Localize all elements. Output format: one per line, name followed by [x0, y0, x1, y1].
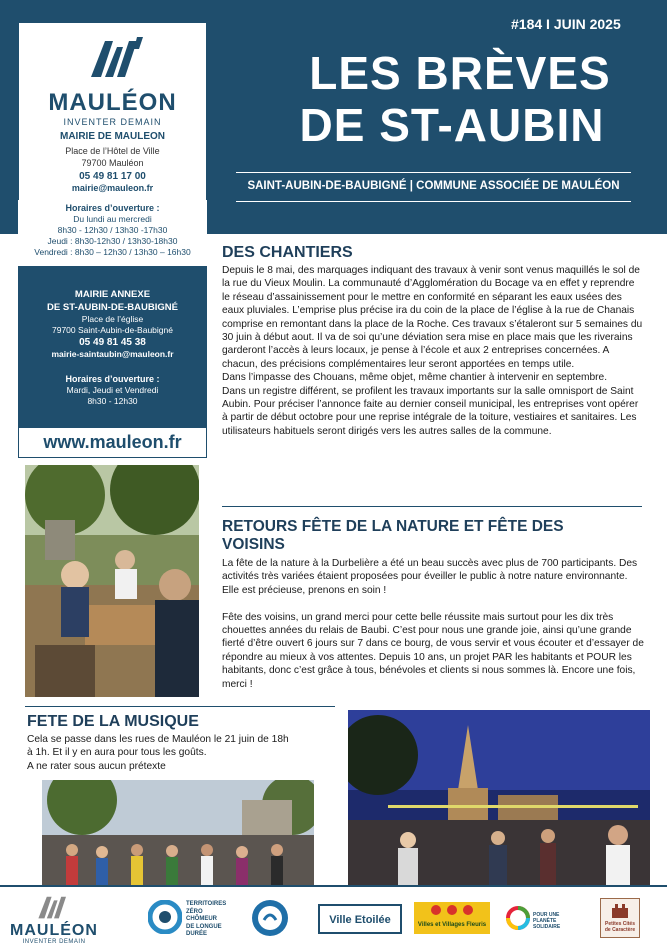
photo-fete-voisins	[348, 710, 650, 885]
annex-title-line2: DE ST-AUBIN-DE-BAUBIGNÉ	[47, 302, 178, 313]
annex-hours-line: Mardi, Jeudi et Vendredi	[66, 385, 159, 395]
annex-phone: 05 49 81 45 38	[79, 337, 146, 348]
divider	[236, 172, 631, 173]
photo-fete-nature	[25, 465, 199, 697]
tzc-logo-icon	[148, 900, 182, 934]
photo-voisins-image	[348, 710, 650, 885]
issue-number: #184 I JUIN 2025	[511, 16, 621, 32]
flowers-icon	[430, 904, 474, 916]
logo-tagline: INVENTER DEMAIN	[63, 117, 162, 127]
spacer	[222, 597, 644, 610]
paragraph: Dans un registre différent, se profilent les travaux importants sur la salle omnisport de Saint Aubin. Pour préciser l’annonce faite au dernier conseil municipal, les entreprises vont opérer à partir de début octobre pour une reprise intégrale de la toiture, vestiaires et sanitaires. Les utilisateurs habituels seront dirigés vers les autres salles de la commune.	[222, 385, 639, 437]
photo-fete-musique	[42, 780, 314, 885]
odd-label: POUR UNE PLANÈTE SOLIDAIRE	[533, 912, 561, 930]
article-body-fete-nature	[222, 557, 644, 691]
tzc-line: TERRITOIRES	[186, 901, 227, 907]
annex-hours-line: 8h30 - 12h30	[87, 396, 138, 406]
annex-hours-title: Horaires d’ouverture :	[65, 374, 160, 384]
paragraph-line: A ne rater sous aucun prétexte	[27, 760, 166, 772]
footer-divider	[0, 885, 667, 887]
annex-email[interactable]: mairie-saintaubin@mauleon.fr	[51, 349, 174, 359]
tzc-line: ZÉRO CHÔMEUR	[186, 908, 217, 922]
paragraph: Depuis le 8 mai, des marquages indiquant des travaux à venir sont venus maquillés le sol de la rue du Vieux Moulin. La communauté d’Agglomération du Bocage va en effet y reprendre le réseau d’assainissement pour le mettre en conformité en séparant les eaux usées des eaux pluviales. L’emprise plus précise ira du coin de la place de l’église à la rue de Chanais comprise en remontant dans la place de la Roche. Ces travaux s’étaleront sur 5 semaines du 30 juin à début aout. Il va de soi qu’une déviation sera mise en place mais que les riverains garderont l’accès à leurs locaux, je pense à l’école et aux 2 entreprises concernées. A chacun, des précisions complémentaires leur seront apportées en temps utile.	[222, 265, 643, 370]
badge-petites-cites	[600, 898, 640, 938]
mairie-hours	[18, 200, 207, 266]
page-title-line1: LES BRÈVES	[309, 47, 611, 99]
annex-address-line2: 79700 Saint-Aubin-de-Baubigné	[52, 325, 173, 335]
petites-cites-label: Petites Cités de Caractère	[604, 921, 636, 933]
hours-title: Horaires d’ouverture :	[65, 203, 160, 213]
footer-logo	[8, 890, 100, 945]
mairie-phone: 05 49 81 17 00	[79, 171, 146, 182]
photo-nature-image	[25, 465, 199, 697]
mairie-address-line1: Place de l’Hôtel de Ville	[65, 146, 160, 156]
sidebar-logo-card	[18, 22, 207, 229]
article-title-chantiers: DES CHANTIERS	[222, 244, 353, 261]
page-subtitle: SAINT-AUBIN-DE-BAUBIGNÉ | COMMUNE ASSOCIÉE DE MAULÉON	[247, 180, 620, 192]
annex-address-line1: Place de l’église	[81, 314, 144, 324]
mauleon-logo-icon	[36, 892, 72, 922]
badge-villes-fleuris	[414, 898, 490, 938]
divider	[222, 506, 642, 507]
footer-logo-word: MAULÉON	[10, 922, 98, 939]
annex-title-line1: MAIRIE ANNEXE	[74, 289, 151, 300]
hours-line: 8h30 - 12h30 / 13h30 -17h30	[57, 225, 168, 235]
sdg-wheel-icon	[506, 906, 530, 930]
badge-federation	[250, 898, 294, 938]
tzc-line: DE LONGUE	[186, 923, 222, 930]
article-title-fete-nature-line1: RETOURS FÊTE DE LA NATURE ET FÊTE DES	[222, 518, 564, 535]
logo-word: MAULÉON	[48, 89, 177, 116]
article-body-musique	[27, 733, 327, 773]
mairie-annexe	[18, 268, 207, 407]
divider	[25, 706, 335, 707]
villes-fleuris-label: Villes et Villages Fleuris	[417, 922, 487, 928]
website-link[interactable]: www.mauleon.fr	[18, 427, 207, 458]
ville-etoilee-label: Ville Etoilée	[329, 914, 391, 926]
hours-line: Vendredi : 8h30 – 12h30 / 13h30 – 16h30	[34, 247, 191, 257]
photo-musique-image	[42, 780, 314, 885]
badge-ville-etoilee	[318, 898, 402, 938]
castle-icon	[610, 902, 630, 918]
page-title-line2: DE ST-AUBIN	[299, 99, 605, 151]
hours-line: Du lundi au mercredi	[73, 214, 152, 224]
mairie-address-line2: 79700 Mauléon	[81, 158, 144, 168]
paragraph: La fête de la nature à la Durbelière a été un beau succès avec plus de 700 participants. Des activités très variées étaient proposées pour éveiller le public à notre nature environnante. Elle est précieuse, prenons en soin !	[222, 558, 638, 596]
tzc-line: DURÉE	[186, 931, 208, 937]
footer-logo-tagline: INVENTER DEMAIN	[22, 939, 86, 945]
paragraph: Fête des voisins, un grand merci pour cette belle réussite mais surtout pour les dix très chouettes années du relais de Baubi. C’est pour nous une grande joie, ainsi qu’une grande fierté d’être ouvert 6 jours sur 7 dans ce bourg, de vous servir et vous écouter et d’essayer de répondre au mieux à vos attentes. Depuis 10 ans, un projet PAR les habitants et POUR les habitants, donc c’est grâce à tous, bénévoles et clients si nous sommes là. Encore une fois, merci !	[222, 611, 644, 690]
tzc-text	[186, 901, 228, 939]
mauleon-logo-icon	[87, 33, 147, 83]
mairie-name: MAIRIE DE MAULEON	[60, 131, 165, 142]
hours-line: Jeudi : 8h30-12h30 / 13h30-18h30	[47, 236, 178, 246]
badge-tzc	[148, 898, 228, 938]
paragraph: Dans l’impasse des Chouans, même objet, même chantier à intervenir en septembre.	[222, 372, 608, 384]
federation-seal-icon	[250, 898, 290, 938]
badge-odd	[506, 898, 584, 938]
paragraph-line: Cela se passe dans les rues de Mauléon le 21 juin de 18h	[27, 734, 289, 745]
mairie-email[interactable]: mairie@mauleon.fr	[71, 183, 154, 193]
divider	[236, 201, 631, 202]
article-title-musique: FETE DE LA MUSIQUE	[27, 713, 199, 730]
article-body-chantiers	[222, 264, 644, 438]
article-title-fete-nature-line2: VOISINS	[222, 536, 285, 553]
paragraph-line: à 1h. Et il y en aura pour tous les goûts.	[27, 747, 207, 759]
